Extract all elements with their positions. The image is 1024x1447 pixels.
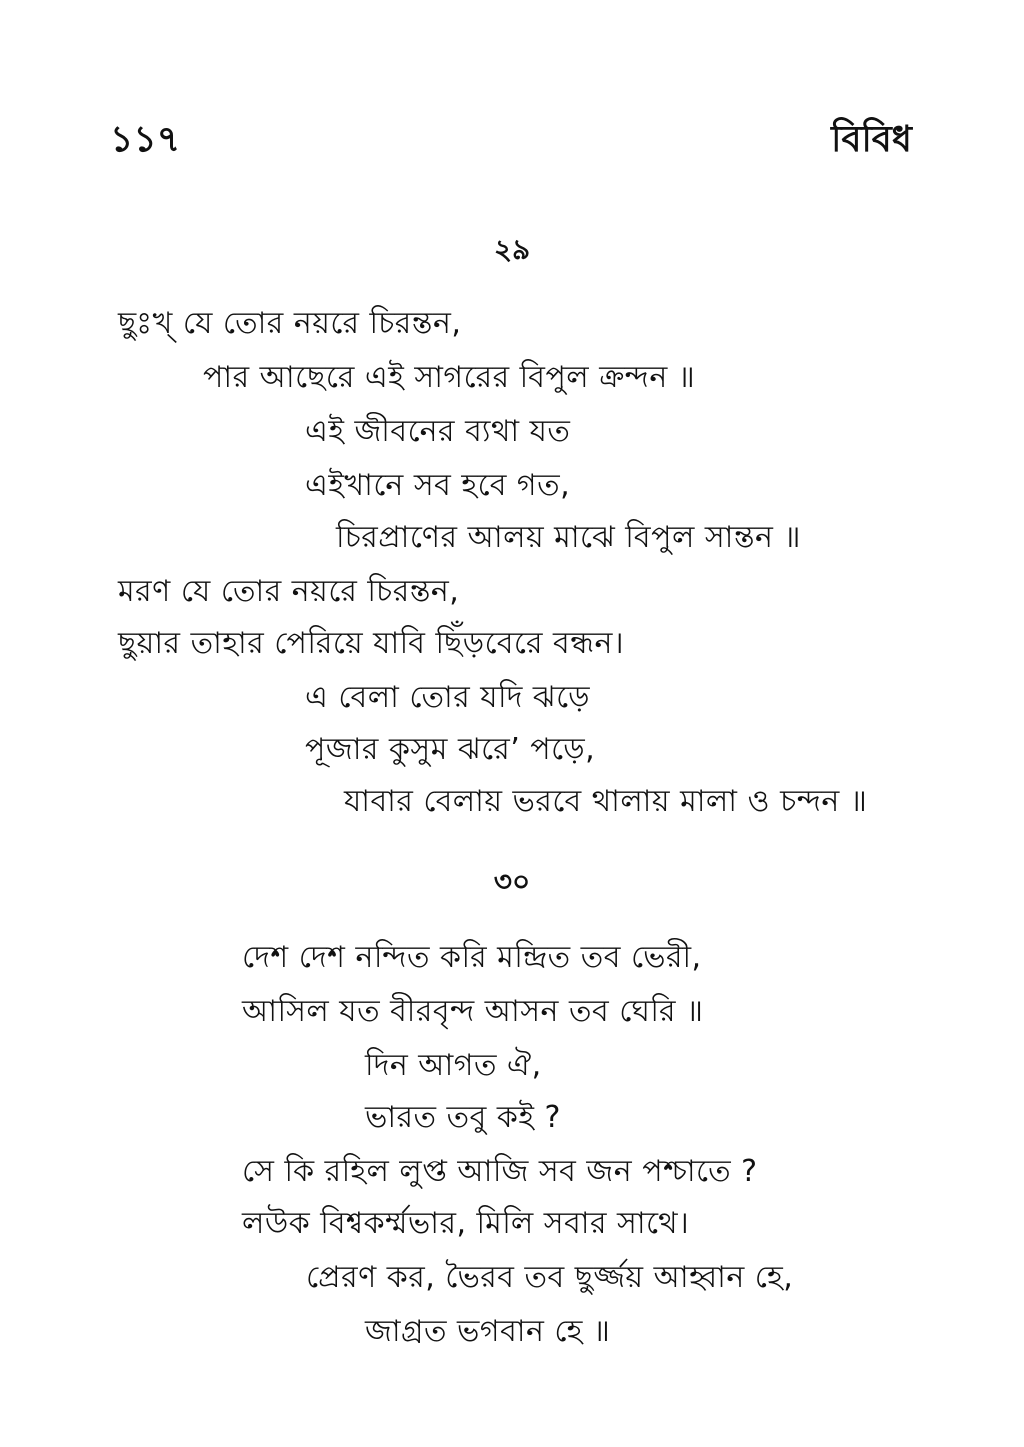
song-line: ভারত তবু কই ? xyxy=(365,1100,561,1135)
song-line: এ বেলা তোর যদি ঝড়ে xyxy=(305,680,591,715)
song-number: ২৯ xyxy=(493,233,531,266)
song-line: ছুয়ার তাহার পেরিয়ে যাবি ছিঁড়বেরে বন্ধন। xyxy=(118,626,625,661)
song-line: এইখানে সব হবে গত, xyxy=(305,468,571,503)
song-line: দিন আগত ঐ, xyxy=(365,1048,542,1083)
section-title: বিবিধ xyxy=(831,119,912,160)
song-line: সে কি রহিল লুপ্ত আজি সব জন পশ্চাতে ? xyxy=(242,1154,758,1189)
page-number: ১১৭ xyxy=(110,119,181,160)
song-line: পূজার কুসুম ঝরে’ পড়ে, xyxy=(305,732,596,767)
song-line: যাবার বেলায় ভরবে থালায় মালা ও চন্দন ॥ xyxy=(344,784,868,819)
song-line: লউক বিশ্বকর্ম্মভার, মিলি সবার সাথে। xyxy=(242,1206,690,1241)
song-line: মরণ যে তোর নয়রে চিরন্তন, xyxy=(118,574,460,609)
song-line: চিরপ্রাণের আলয় মাঝে বিপুল সান্তন ॥ xyxy=(336,520,801,555)
song-line: ছুঃখ্ যে তোর নয়রে চিরন্তন, xyxy=(118,306,462,341)
song-line: আসিল যত বীরবৃন্দ আসন তব ঘেরি ॥ xyxy=(242,994,704,1029)
song-line: প্রেরণ কর, ভৈরব তব ছুর্জ্জয় আহ্বান হে, xyxy=(306,1260,794,1295)
song-line: জাগ্রত ভগবান হে ॥ xyxy=(365,1314,611,1349)
song-line: এই জীবনের ব্যথা যত xyxy=(305,414,571,449)
song-number: ৩০ xyxy=(493,865,531,898)
song-line: পার আছেরে এই সাগরের বিপুল ক্রন্দন ॥ xyxy=(203,360,696,395)
song-line: দেশ দেশ নন্দিত করি মন্দ্রিত তব ভেরী, xyxy=(242,940,702,975)
